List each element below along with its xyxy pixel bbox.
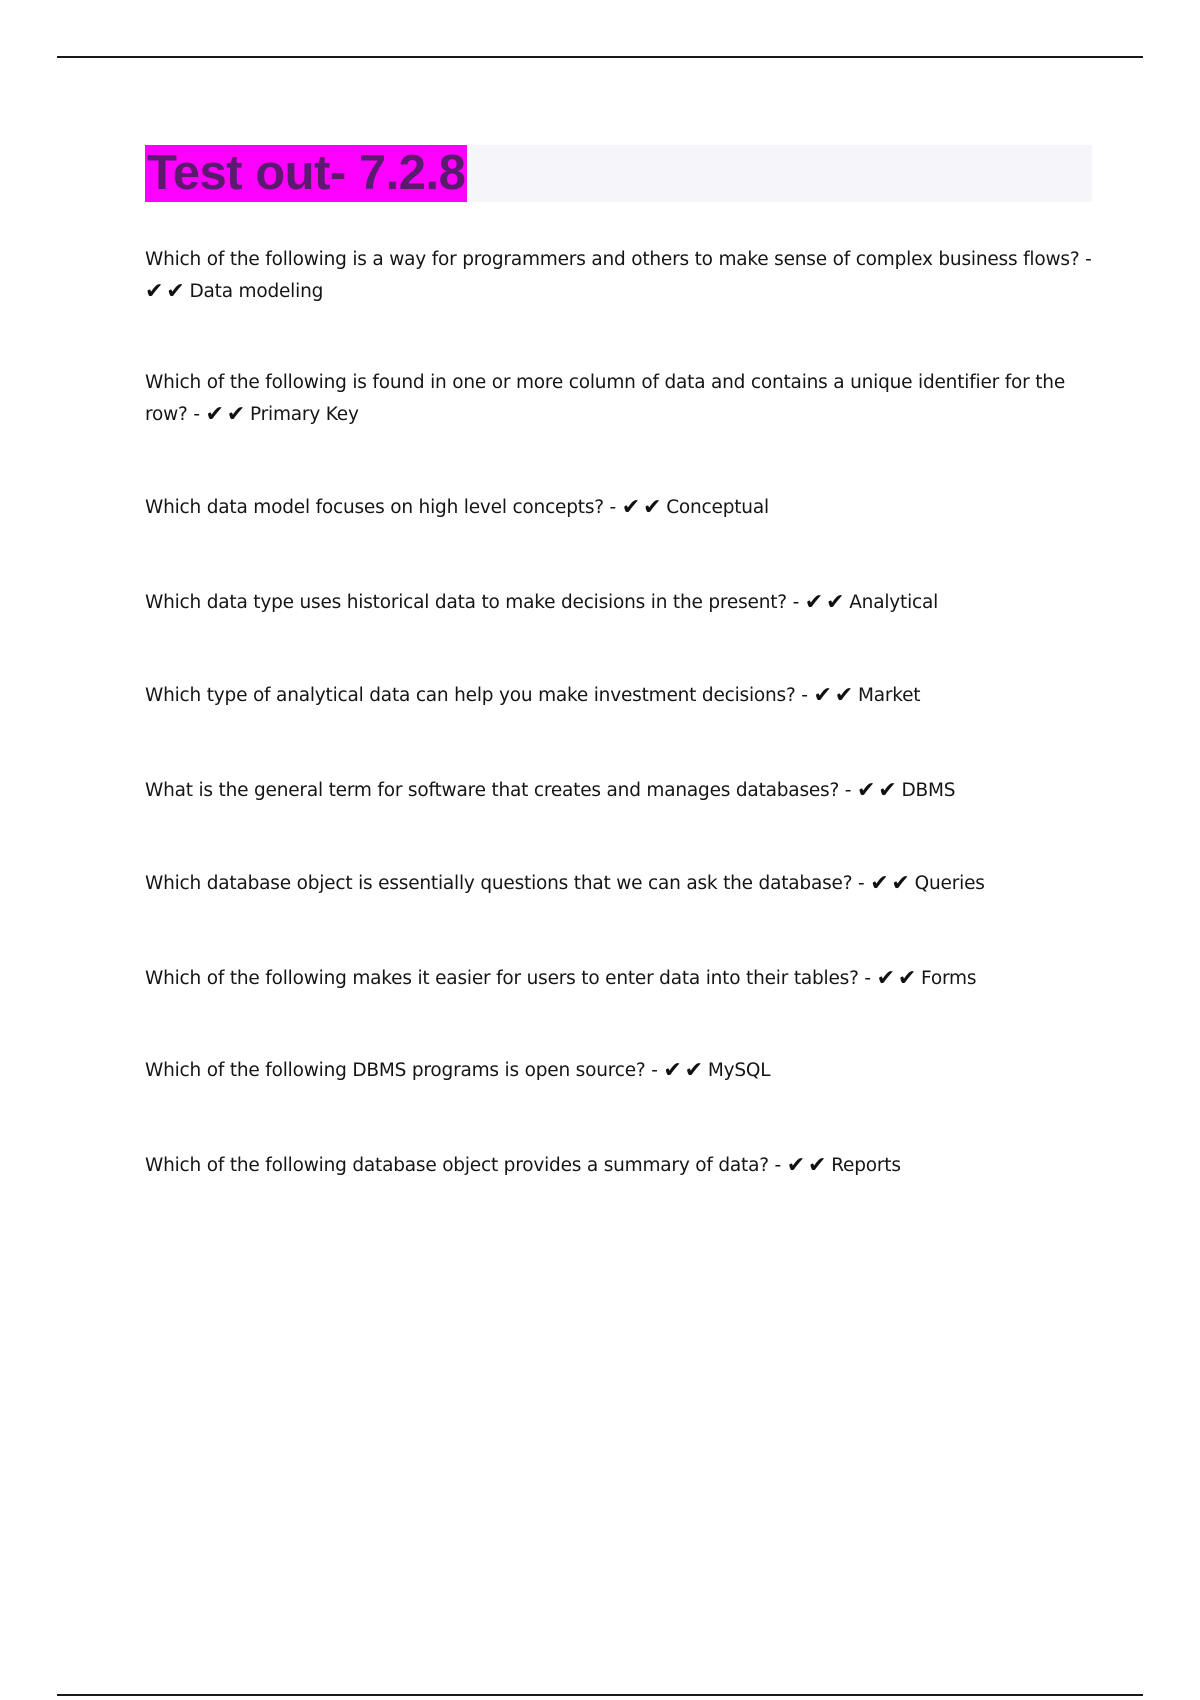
question-text: Which of the following is found in one or more column of data and contains a unique identifier for the row? - xyxy=(145,372,1066,425)
question-text: Which data type uses historical data to make decisions in the present? - xyxy=(145,592,800,613)
answer-text: Reports xyxy=(831,1155,901,1176)
answer-text: Primary Key xyxy=(249,404,359,425)
question-text: Which of the following is a way for programmers and others to make sense of complex business flows? - xyxy=(145,249,1092,270)
check-icon: ✔ xyxy=(205,402,224,427)
top-rule xyxy=(57,56,1143,58)
check-icon: ✔ xyxy=(642,495,662,520)
check-icon: ✔ xyxy=(856,778,876,803)
check-marks xyxy=(145,281,187,302)
qa-item-1 xyxy=(145,244,1095,308)
check-icon: ✔ xyxy=(897,966,917,991)
check-icon: ✔ xyxy=(834,683,853,708)
qa-item-9 xyxy=(145,1055,1095,1087)
answer-text: DBMS xyxy=(901,780,956,801)
qa-item-2 xyxy=(145,367,1095,431)
check-marks xyxy=(877,968,919,989)
check-icon: ✔ xyxy=(876,966,895,991)
check-icon: ✔ xyxy=(621,495,640,520)
answer-text: Analytical xyxy=(849,592,939,613)
check-icon: ✔ xyxy=(684,1058,703,1083)
check-icon: ✔ xyxy=(870,871,889,896)
check-icon: ✔ xyxy=(825,590,845,615)
check-icon: ✔ xyxy=(166,279,185,304)
qa-item-5 xyxy=(145,680,1095,712)
qa-item-8 xyxy=(145,963,1095,995)
check-icon: ✔ xyxy=(813,683,832,708)
question-text: Which of the following DBMS programs is open source? - xyxy=(145,1060,658,1081)
check-icon: ✔ xyxy=(891,871,910,896)
qa-item-10 xyxy=(145,1150,1095,1182)
page-title: Test out- 7.2.8 xyxy=(147,146,466,200)
check-marks xyxy=(663,1060,705,1081)
qa-item-3 xyxy=(145,492,1095,524)
check-marks xyxy=(622,497,664,518)
check-marks xyxy=(206,404,248,425)
check-marks xyxy=(805,592,847,613)
question-text: Which of the following database object provides a summary of data? - xyxy=(145,1155,782,1176)
question-text: What is the general term for software that creates and manages databases? - xyxy=(145,780,852,801)
bottom-rule xyxy=(57,1694,1143,1696)
answer-text: MySQL xyxy=(707,1060,771,1081)
answer-text: Queries xyxy=(914,873,985,894)
check-marks xyxy=(857,780,899,801)
qa-item-4 xyxy=(145,587,1095,619)
check-marks xyxy=(813,685,855,706)
question-text: Which of the following makes it easier for users to enter data into their tables? - xyxy=(145,968,871,989)
check-icon: ✔ xyxy=(226,402,245,427)
check-icon: ✔ xyxy=(878,778,897,803)
qa-item-6 xyxy=(145,775,1095,807)
answer-text: Data modeling xyxy=(189,281,324,302)
answer-text: Conceptual xyxy=(666,497,769,518)
question-text: Which data model focuses on high level concepts? - xyxy=(145,497,617,518)
check-icon: ✔ xyxy=(807,1153,827,1178)
check-marks xyxy=(787,1155,829,1176)
answer-text: Market xyxy=(857,685,921,706)
question-text: Which database object is essentially questions that we can ask the database? - xyxy=(145,873,865,894)
check-icon: ✔ xyxy=(145,279,164,304)
check-marks xyxy=(870,873,912,894)
check-icon: ✔ xyxy=(663,1058,682,1083)
check-icon: ✔ xyxy=(804,590,823,615)
check-icon: ✔ xyxy=(786,1153,805,1178)
qa-item-7 xyxy=(145,868,1095,900)
question-text: Which type of analytical data can help you make investment decisions? - xyxy=(145,685,808,706)
answer-text: Forms xyxy=(921,968,977,989)
